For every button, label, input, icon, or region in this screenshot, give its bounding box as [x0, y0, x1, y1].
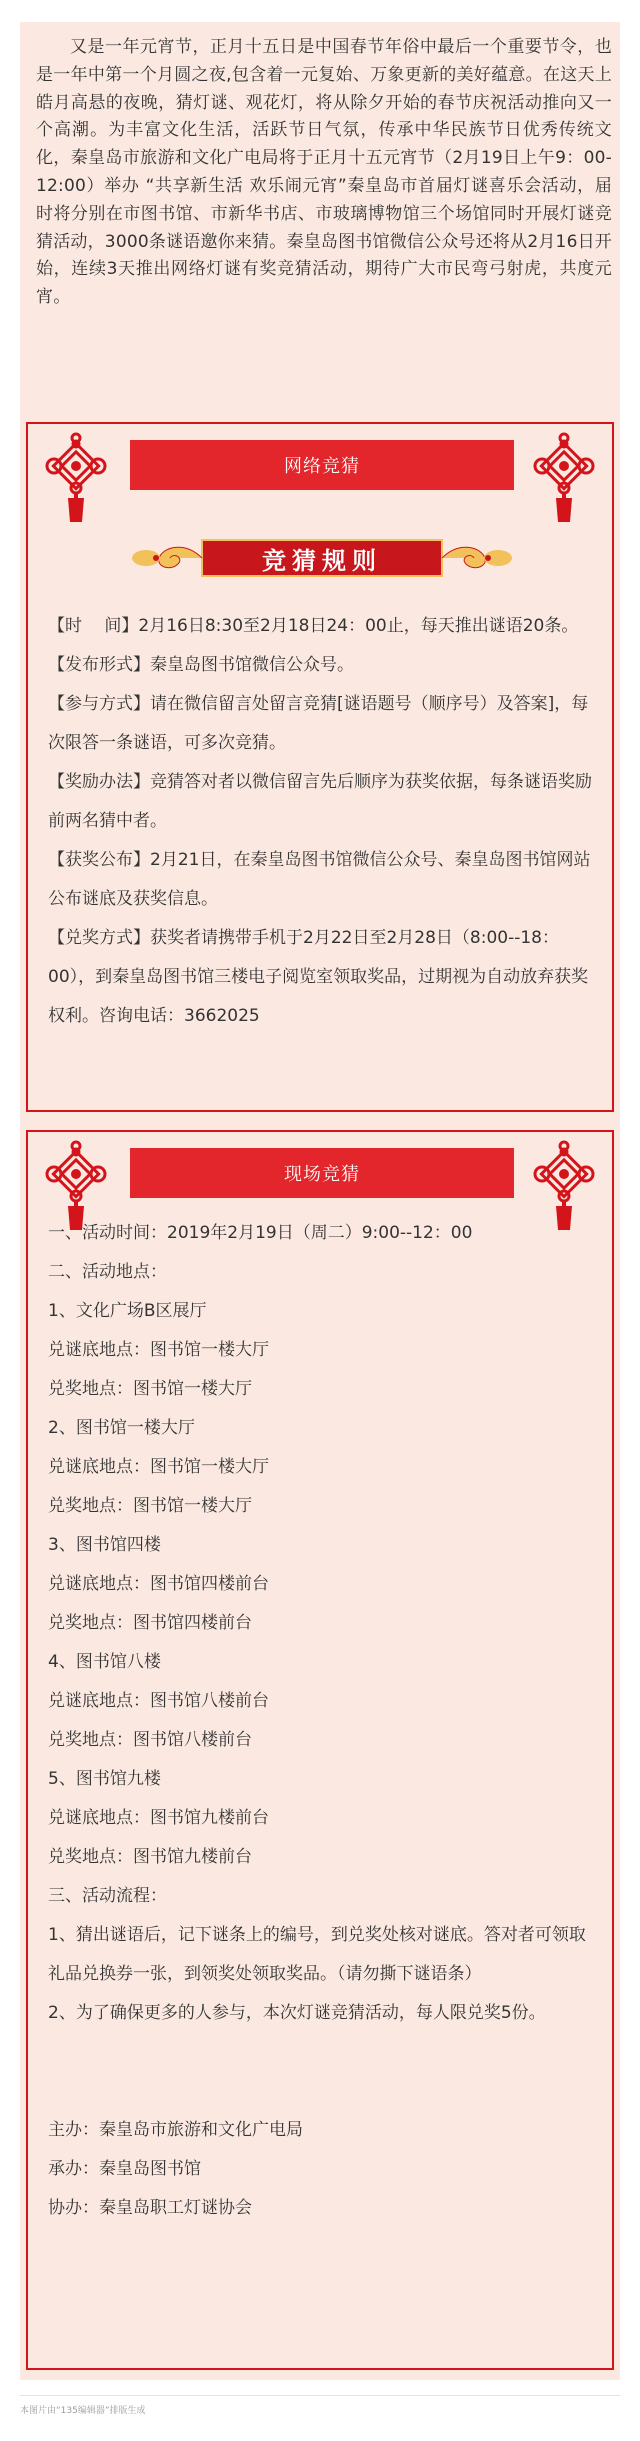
rules-title-text: 竞猜规则 [262, 546, 382, 575]
spacer [48, 2072, 596, 2111]
organizer-undertaker: 承办：秦皇岛图书馆 [48, 2159, 201, 2179]
list-item: 兑奖地点：图书馆一楼大厅 [48, 1496, 252, 1516]
footer-divider [20, 2395, 620, 2396]
list-item: 3、图书馆四楼 [48, 1535, 161, 1555]
list-item: 兑谜底地点：图书馆一楼大厅 [48, 1457, 269, 1477]
list-item: 一、活动时间：2019年2月19日（周二）9:00--12：00 [48, 1223, 473, 1243]
list-item: 兑谜底地点：图书馆四楼前台 [48, 1574, 269, 1594]
onsite-details-list [48, 1214, 596, 2228]
list-item: 三、活动流程： [48, 1886, 167, 1906]
onsite-guessing-section [26, 1130, 614, 2370]
rule-time: 【时 间】2月16日8:30至2月18日24：00止，每天推出谜语20条。 [48, 616, 579, 636]
spacer [48, 2033, 596, 2072]
rule-winner-announcement: 【获奖公布】2月21日，在秦皇岛图书馆微信公众号、秦皇岛图书馆网站公布谜底及获奖信息。 [48, 850, 591, 909]
list-item: 1、文化广场B区展厅 [48, 1301, 207, 1321]
list-item: 兑奖地点：图书馆一楼大厅 [48, 1379, 252, 1399]
chinese-knot-icon [526, 430, 602, 522]
onsite-banner: 现场竞猜 [130, 1148, 514, 1198]
list-item: 兑谜底地点：图书馆一楼大厅 [48, 1340, 269, 1360]
list-item: 兑奖地点：图书馆四楼前台 [48, 1613, 252, 1633]
list-item: 二、活动地点： [48, 1262, 167, 1282]
list-item: 1、猜出谜语后，记下谜条上的编号，到兑奖处核对谜底。答对者可领取礼品兑换券一张，到领奖处领取奖品。（请勿撕下谜语条） [48, 1925, 586, 1984]
organizer-co-host: 协办：秦皇岛职工灯谜协会 [48, 2198, 252, 2218]
list-item: 兑奖地点：图书馆八楼前台 [48, 1730, 252, 1750]
list-item: 兑谜底地点：图书馆九楼前台 [48, 1808, 269, 1828]
rule-redemption: 【兑奖方式】获奖者请携带手机于2月22日至2月28日（8:00--18：00），到秦皇岛图书馆三楼电子阅览室领取奖品，过期视为自动放弃获奖权利。咨询电话：3662025 [48, 928, 589, 1026]
online-banner: 网络竞猜 [130, 440, 514, 490]
list-item: 4、图书馆八楼 [48, 1652, 161, 1672]
online-rules-list [48, 607, 596, 1036]
chinese-knot-icon [38, 430, 114, 522]
rule-participation: 【参与方式】请在微信留言处留言竞猜[谜语题号（顺序号）及答案]，每次限答一条谜语，可多次竞猜。 [48, 694, 589, 753]
list-item: 兑谜底地点：图书馆八楼前台 [48, 1691, 269, 1711]
rules-title-banner [126, 532, 518, 584]
online-guessing-section [26, 422, 614, 1112]
footer-credit: 本图片由“135编辑器”排版生成 [20, 2406, 146, 2416]
list-item: 兑奖地点：图书馆九楼前台 [48, 1847, 252, 1867]
organizer-host: 主办：秦皇岛市旅游和文化广电局 [48, 2120, 303, 2140]
list-item: 2、图书馆一楼大厅 [48, 1418, 195, 1438]
intro-paragraph: 又是一年元宵节，正月十五日是中国春节年俗中最后一个重要节令，也是一年中第一个月圆之夜,包含着一元复始、万象更新的美好蕴意。在这天上皓月高悬的夜晚，猜灯谜、观花灯，将从除夕开始的春节庆祝活动推向又一个高潮。为丰富文化生活，活跃节日气氛，传承中华民族节日优秀传统文化，秦皇岛市旅游和文化广电局将于正月十五元宵节（2月19日上午9：00-12:00）举办 “共享新生活 欢乐闹元宵”秦皇岛市首届灯谜喜乐会活动，届时将分别在市图书馆、市新华书店、市玻璃博物馆三个场馆同时开展灯谜竞猜活动，3000条谜语邀你来猜。秦皇岛图书馆微信公众号还将从2月16日开始，连续3天推出网络灯谜有奖竞猜活动，期待广大市民弯弓射虎，共度元宵。 [36, 37, 612, 308]
rule-reward-method: 【奖励办法】竞猜答对者以微信留言先后顺序为获奖依据，每条谜语奖励前两名猜中者。 [48, 772, 592, 831]
rule-publish-form: 【发布形式】秦皇岛图书馆微信公众号。 [48, 655, 354, 675]
list-item: 5、图书馆九楼 [48, 1769, 161, 1789]
list-item: 2、为了确保更多的人参与，本次灯谜竞猜活动，每人限兑奖5份。 [48, 2003, 546, 2023]
